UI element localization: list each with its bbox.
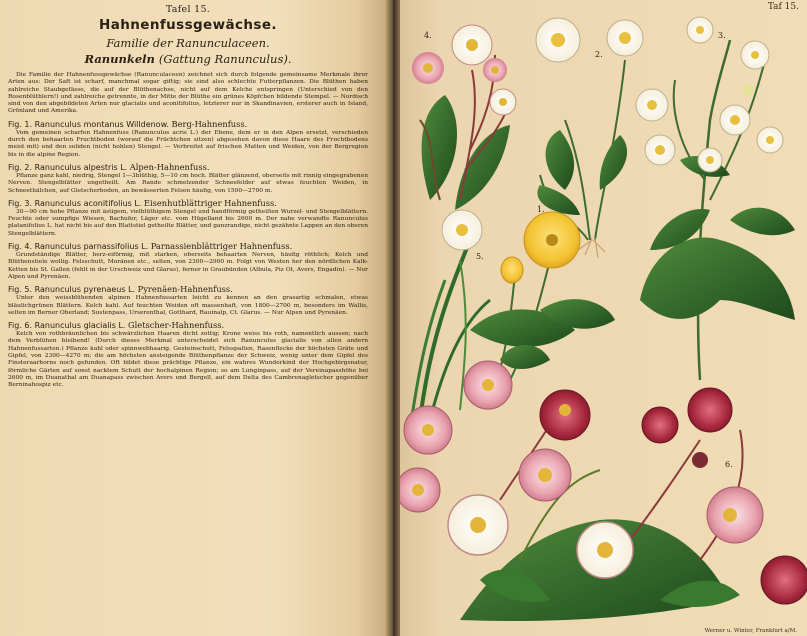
figure-number: Fig. 5.	[8, 285, 33, 295]
figure-number: Fig. 2.	[8, 162, 33, 172]
figure-heading	[8, 284, 368, 295]
ranunculus-montanus-figure	[470, 212, 615, 380]
figure-entry-6	[8, 320, 368, 389]
figure-number-3-label: 3.	[718, 31, 726, 40]
latin-name: Ranunculus pyrenaeus L.	[34, 285, 136, 295]
german-name: Pyrenäen-Hahnenfuss.	[137, 284, 233, 295]
plate-label: Tafel 15.	[165, 4, 211, 15]
family-title: Familie der Ranunculaceen.	[106, 36, 270, 50]
figure-description: Grundständige Blätter, herz-eiförmig, mit starken, oberseits behaarten Nerven, häufig röthlich; Kelch und Blüthenstiele wollig. Felsschutt, Moränen etc., selten, von 2300—2900 m. Folgt von Westen her den nördlichen Kalk-Ketten bis St. Gallen (fehlt in der Urschweiz und Glarus), ferner in Graubünden (Albula, Piz Ot, Avers, Engadin). — Nur Alpen und Pyrenäen.	[8, 252, 368, 280]
figure-heading	[8, 162, 368, 173]
figure-entry-4	[8, 241, 368, 281]
genus-name: Ranunkeln	[84, 52, 155, 66]
latin-name: Ranunculus aconitifolius L.	[34, 198, 142, 208]
botanical-illustration	[400, 0, 807, 636]
german-name: Gletscher-Hahnenfuss.	[128, 320, 225, 331]
ranunculus-parnassifolius-figure	[412, 25, 516, 210]
figure-number: Fig. 3.	[8, 198, 33, 208]
figure-heading	[8, 119, 368, 130]
figure-heading	[8, 320, 368, 331]
genus-title	[8, 52, 368, 66]
figure-description: Kelch von rothbräunlichen bis schwärzlichen Haaren dicht zottig; Krone weiss bis roth, namentlich aussen; nach dem Verblühen bleibend! (Durch dieses Merkmal unterscheidet sich Ranunculus glacialis von allen andern Hahnenfussarten.) Pflanze kahl oder spinnwebhaarig. Gesteinschutt, Felsspalten, Rasenflecke der höchsten Gräte und Gipfel, von 2300—4270 m; die am höchsten ansteigende Blüthenpflanze der Schweiz, wenig unter dem Gipfel des Finsteraarhorns noch gefunden. Oft bildet diese prächtige Pflanze, ein wahres Wunderkind der Hochgebirgsnatur, förmliche Gärten auf sonst nacktem Schutt der hochalpinen Region; so am Lunginpass, auf der Vereinapasshöhe bei 2600 m, im Duanathal am Duanapass zwischen Avers und Bergell, auf dem Delta des Cambrenagletscher gegenüber Berninahospiz etc.	[8, 331, 368, 389]
figure-entry-5	[8, 284, 368, 317]
figure-description: Vom gemeinen scharfen Hahnenfuss (Ranunculus acris L.) der Ebene, dem er in den Alpen ersetzt, verschieden durch den behaarten Fruchtboden (worauf die Früchtchen sitzen) abgesehen davon diese Haare des Fruchtbodens meist mit) und den soliden (nicht hohlen) Stengel. — Verbreitet auf frischen Matten und Weiden, von der Bergregion bis in die alpine Region.	[8, 129, 368, 158]
german-name: Parnassienblättriger Hahnenfuss.	[150, 241, 293, 252]
latin-name: Ranunculus glacialis L.	[34, 321, 126, 331]
latin-name: Ranunculus parnassifolius L.	[34, 242, 149, 252]
book-gutter	[386, 0, 400, 636]
figure-number-1-label: 1.	[537, 205, 545, 214]
page-title: Hahnenfussgewächse.	[99, 17, 277, 33]
figure-description: Pflanze ganz kahl, niedrig, Stengel 1—3blüthig, 5—10 cm hoch. Blätter glänzend, oberseits mit rinnig eingegrabenen Nerven. Stengelblätter ungetheilt. Am Rande schmelzender Schneefelder auf etwas feuchten Weiden, in Schneethälchen, auf Gletscherboden, an bewässerten Felsen häufig, von 1500—2700 m.	[8, 172, 368, 194]
publisher-imprint: Werner u. Winter, Frankfurt a/M.	[704, 628, 797, 634]
figure-entry-2	[8, 162, 368, 195]
plate-number-tag: Taf 15.	[767, 2, 799, 12]
figure-description: Unter den weissblühenden alpinen Hahnenfussarten leicht zu kennen an den grasartig schmalen, etwas bläulichgrünen Blättern. Kelch kahl. Auf feuchten Weiden oft massenhaft, von 1800—2700 m, besonders im Wallis, selten im Berner Oberland; Sustenpass, Urserenthal, Gotthard, Rauinalp, Ct. Glarus. — Nur Alpen und Pyrenäen.	[8, 295, 368, 316]
figure-number-2-label: 2.	[595, 50, 603, 59]
figure-entry-3	[8, 198, 368, 238]
figure-heading	[8, 198, 368, 209]
figure-heading	[8, 241, 368, 252]
figure-number: Fig. 4.	[8, 242, 33, 252]
german-name: Eisenhutblättriger Hahnenfuss.	[143, 197, 277, 208]
figure-number: Fig. 1.	[8, 119, 33, 129]
german-name: Alpen-Hahnenfuss.	[129, 161, 210, 172]
plate-page	[400, 0, 807, 636]
figure-number: Fig. 6.	[8, 321, 33, 331]
figure-number-5-label: 5.	[476, 252, 484, 261]
text-page	[0, 0, 386, 636]
figure-number-6-label: 6.	[725, 460, 733, 469]
genus-subtitle: (Gattung Ranunculus).	[158, 52, 292, 66]
german-name: Berg-Hahnenfuss.	[171, 118, 248, 129]
figure-number-4-label: 4.	[424, 31, 432, 40]
figure-entry-1	[8, 119, 368, 159]
ranunculus-aconitifolius-figure	[640, 17, 795, 380]
figure-description: 30—90 cm hohe Pflanze mit ästigem, vielblüthigem Stengel und handförmig getheilten Wurzel- und Stengelblättern. Feuchte oder sumpfige Wiesen, Bachufer, Läger etc. vom Hügelland bis 2600 m. Der nahe verwandte Ranunculus platanifolius L. hat nicht bis auf den Blattstiel getheilte Blätter, und ganzrandige, nicht gezähnte Lappen an den oberen Stengelblättern.	[8, 208, 368, 237]
latin-name: Ranunculus alpestris L.	[34, 162, 128, 172]
latin-name: Ranunculus montanus Willdenow.	[34, 119, 169, 129]
intro-paragraph: Die Familie der Hahnenfussgewächse (Ranunculaceen) zeichnet sich durch folgende gemeinsame Merkmale ihrer Arten aus: Der Saft ist scharf, manchmal sogar giftig; sie sind also schlechte Futterpflanzen. Die Blüthen haben zahlreiche Staubgefässe, die auf der Blüthenachse, nicht auf dem Kelche entspringen (Unterschied von den Rosenblüthlern!) und zahlreiche getrennte, in der Mitte der Blüthe ein grünes Köpfchen bildende Stempel. — Nordisch sind von den abgebildeten Arten nur glacialis und aconitifolius, letzterer nur in Skandinavien, ersterer auch in Island, Grönland und Amerika.	[8, 72, 368, 115]
